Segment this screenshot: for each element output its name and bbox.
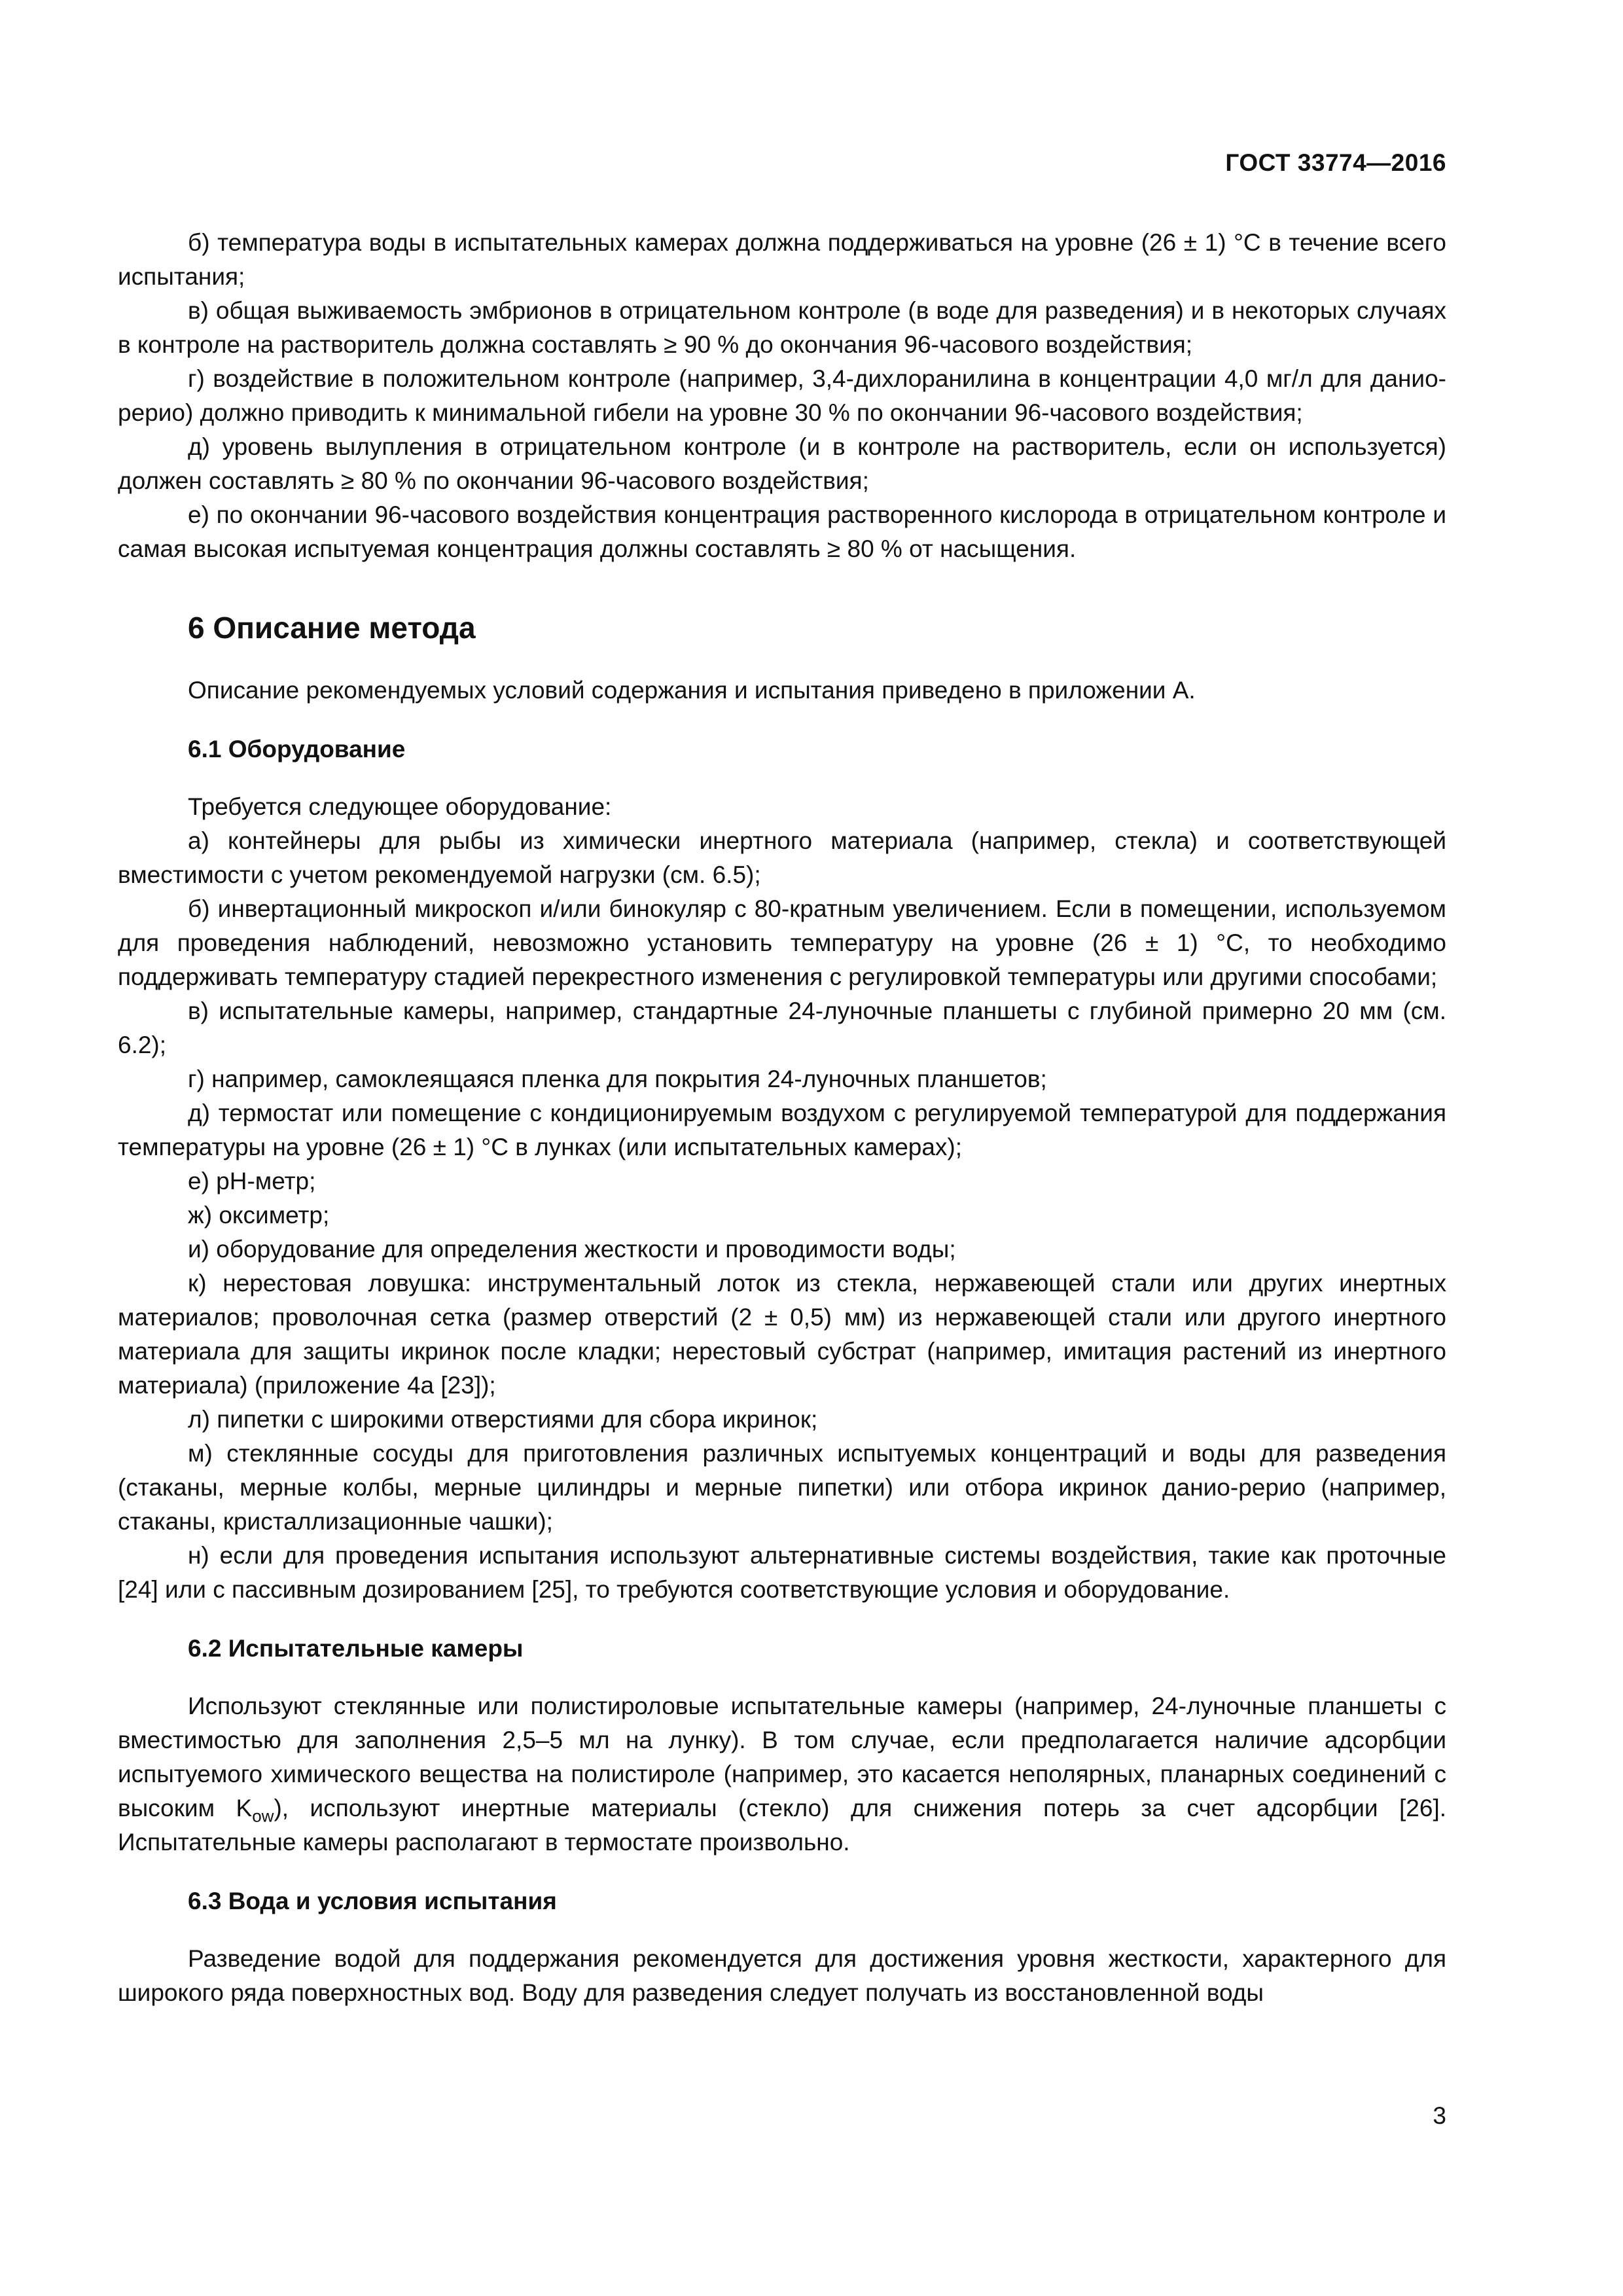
list-item: ж) оксиметр; bbox=[188, 1202, 330, 1229]
subscript-text: ow bbox=[252, 1806, 274, 1826]
list-item: б) инвертационный микроскоп и/или бинокуляр с 80-кратным увеличением. Если в помещении, используемом для проведения наблюдений, невозможно установить температуру на уровне (26 ± 1) °С, то необходимо поддерживать температуру стадией перекрестного изменения с регулировкой температуры или другими способами; bbox=[118, 895, 1446, 990]
list-item: г) воздействие в положительном контроле (например, 3,4-дихлоранилина в концентрации 4,0 мг/л для данио-рерио) должно приводить к минимальной гибели на уровне 30 % по окончании 96-часового воздействия; bbox=[118, 365, 1446, 426]
list-item: к) нерестовая ловушка: инструментальный лоток из стекла, нержавеющей стали или других инертных материалов; проволочная сетка (размер отверстий (2 ± 0,5) мм) из нержавеющей стали или другого инертного материала для защиты икринок после кладки; нерестовый субстрат (например, имитация растений из инертного материала) (приложение 4а [23]); bbox=[118, 1270, 1446, 1399]
paragraph bbox=[118, 1689, 1446, 1859]
list-item: в) общая выживаемость эмбрионов в отрицательном контроле (в воде для разведения) и в некоторых случаях в контроле на растворитель должна составлять ≥ 90 % до окончания 96-часового воздействия; bbox=[118, 297, 1446, 358]
page-header-standard: ГОСТ 33774—2016 bbox=[1225, 149, 1446, 176]
subsection-heading: 6.2 Испытательные камеры bbox=[188, 1635, 524, 1662]
paragraph: Описание рекомендуемых условий содержания и испытания приведено в приложении А. bbox=[188, 677, 1196, 704]
list-item: л) пипетки с широкими отверстиями для сбора икринок; bbox=[188, 1406, 818, 1433]
document-body bbox=[118, 226, 1446, 2010]
list-item: д) уровень вылупления в отрицательном контроле (и в контроле на растворитель, если он используется) должен составлять ≥ 80 % по окончании 96-часового воздействия; bbox=[118, 433, 1446, 494]
page-number: 3 bbox=[1433, 2102, 1446, 2129]
list-item: в) испытательные камеры, например, стандартные 24-луночные планшеты с глубиной примерно 20 мм (см. 6.2); bbox=[118, 997, 1446, 1058]
paragraph-text: Используют стеклянные или полистироловые испытательные камеры (например, 24-луночные планшеты с вместимостью для заполнения 2,5–5 мл на лунку). В том случае, если предполагается наличие адсорбции испытуемого химического вещества на полистироле (например, это касается неполярных, планарных соединений с высоким K bbox=[118, 1693, 1446, 1821]
paragraph-text: ), используют инертные материалы (стекло) для снижения потерь за счет адсорбции [26]. Испытательные камеры располагают в термостате произвольно. bbox=[118, 1795, 1447, 1856]
paragraph: Требуется следующее оборудование: bbox=[188, 793, 612, 820]
list-item: д) термостат или помещение с кондиционируемым воздухом с регулируемой температурой для поддержания температуры на уровне (26 ± 1) °С в лунках (или испытательных камерах); bbox=[118, 1100, 1446, 1160]
list-item: и) оборудование для определения жесткости и проводимости воды; bbox=[188, 1236, 956, 1263]
list-item: м) стеклянные сосуды для приготовления различных испытуемых концентраций и воды для разведения (стаканы, мерные колбы, мерные цилиндры и мерные пипетки) или отбора икринок данио-рерио (например, стаканы, кристаллизационные чашки); bbox=[118, 1440, 1446, 1535]
paragraph: Разведение водой для поддержания рекомендуется для достижения уровня жесткости, характерного для широкого ряда поверхностных вод. Воду для разведения следует получать из восстановленной воды bbox=[118, 1945, 1446, 2006]
subsection-heading: 6.1 Оборудование bbox=[188, 736, 406, 762]
list-item: б) температура воды в испытательных камерах должна поддерживаться на уровне (26 ± 1) °С в течение всего испытания; bbox=[118, 229, 1446, 290]
subsection-heading: 6.3 Вода и условия испытания bbox=[188, 1888, 557, 1914]
list-item: г) например, самоклеящаяся пленка для покрытия 24-луночных планшетов; bbox=[188, 1066, 1047, 1092]
list-item: а) контейнеры для рыбы из химически инертного материала (например, стекла) и соответствующей вместимости с учетом рекомендуемой нагрузки (см. 6.5); bbox=[118, 827, 1446, 888]
section-heading: 6 Описание метода bbox=[188, 611, 476, 645]
list-item: е) по окончании 96-часового воздействия концентрация растворенного кислорода в отрицательном контроле и самая высокая испытуемая концентрация должны составлять ≥ 80 % от насыщения. bbox=[118, 501, 1446, 562]
list-item: е) рН-метр; bbox=[188, 1168, 316, 1194]
list-item: н) если для проведения испытания используют альтернативные системы воздействия, такие как проточные [24] или с пассивным дозированием [25], то требуются соответствующие условия и оборудование. bbox=[118, 1542, 1446, 1603]
